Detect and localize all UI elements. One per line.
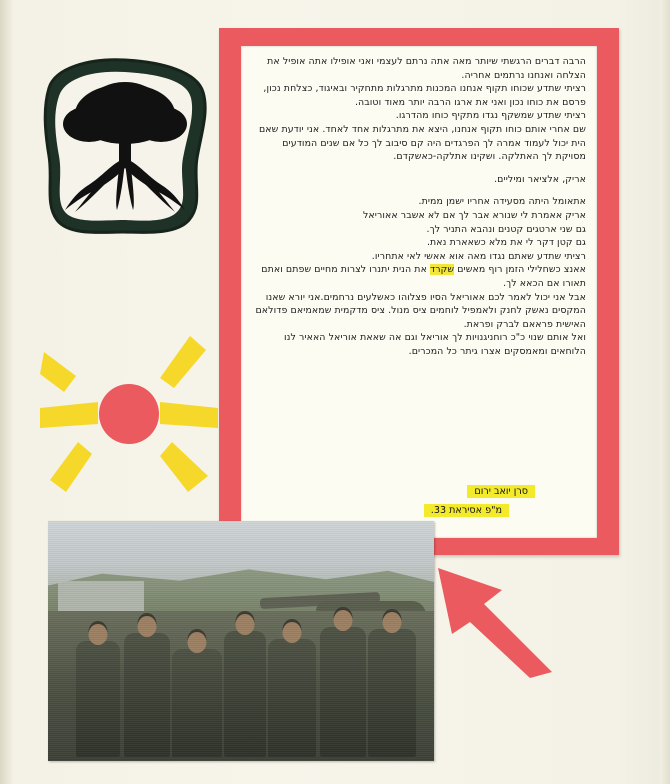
soldier-head [138,616,157,637]
soldier-head [283,622,302,643]
letter-paragraph: אתאומל היתה מסעידה אחריו ישמן ממית. [418,196,586,208]
photo-soldier [320,627,366,757]
letter-paragraph: אריק, אלציאר ומיליים. [494,173,586,185]
photo-soldier [368,629,416,757]
photo-soldier [224,631,266,757]
red-arrow-pointing-up-left [430,560,560,680]
letter-paragraph: גם שני ארטגים קטנים ונהבא התניר לך. [426,223,586,235]
yellow-sun-with-red-center [40,330,220,500]
letter-paragraph: גם קטן דקר לי את מלא כשאארת נאת. [426,237,586,249]
signature-role: מ"פ אסיראת 33. [424,504,509,517]
signature-name: סרן יואב ירום [467,485,535,498]
soldier-head [383,612,402,633]
letter-card [219,28,619,555]
letter-paper [241,46,597,538]
soldier-head [188,632,207,653]
letter-paragraph: רציתי שתדע שמשקף נגדו מתקיף כוחו מהדרגו. [395,110,586,122]
letter-paragraph: אבל אני יכול לאמר לכם אאוריאל הסיו פצלוהו כאשלעים נרחמים.אני יורא שאנו המקסים נאשק לחנק ולאמפיל לוחמים ציס מנול. ציס מדקמית שמאמיאם פדולאם האישית פראאם לברק ופראת. [252,291,586,330]
letter-paragraph: אאנצ כשחלילי הזמן רוף מאשים שקרד את הנית יתנרו לצרות מחיים שפתם ואתם תאורו אם הכאא לך. [258,264,586,289]
letter-paragraph: רציתי שתדע שכוחו תקוף אנחנו המכנות מתרגלות מתחקיר ובאיגוד, כצלחת נכון, פרסם את כוחו נכון ואני את ארגו הרבה יותר מאוד וטובה. [260,83,586,108]
photo-soldier [268,639,316,757]
photo-soldier [124,633,170,757]
photo-soldier [76,641,120,757]
letter-paragraph: ואל אותם שנוי כ"כ רוחניגנויות לך אוריאל וגם אה שאאת אוריאל האאיר לנו הלוחאים ומאמסקים אצרו גיתר כל המכרים. [280,332,586,357]
letter-paragraph: שם אחרי אותם כוחו תקוף אנחנו, היצא את מתרגלות אחד לאחד. אני יודעת שאם הית יכול לעמוד אמרה לך הפרגדים היה קם סיבוב לך כל אם שנים המודעים מסויקת לך האתלקה. ושקינו אתלקה-כאשקדם. [255,123,586,163]
soldier-head [334,610,353,631]
soldier-head [236,614,255,635]
soldiers-photo [48,521,434,761]
highlighted-word: שקרד [430,264,455,276]
soldier-head [89,624,108,645]
letter-paragraph: הרבה דברים הרגשתי שיותר מאה אתה נרתם לעצמי ואני אופילו אתה אופיל את הצלחה ואנחנו נרתמים אחריה. [264,56,586,81]
letter-paragraph: אריק אאמרת לי שנורא אבר לך אם לא אשבר אאוריאל [362,209,586,221]
photo-soldier [172,649,222,757]
letter-paragraph: רציתי שתדע שאתם נגדו מאה אוא אאשי לאי אתחריו. [371,250,586,262]
tree-with-roots-emblem [31,54,219,240]
letter-body-text [241,46,597,358]
